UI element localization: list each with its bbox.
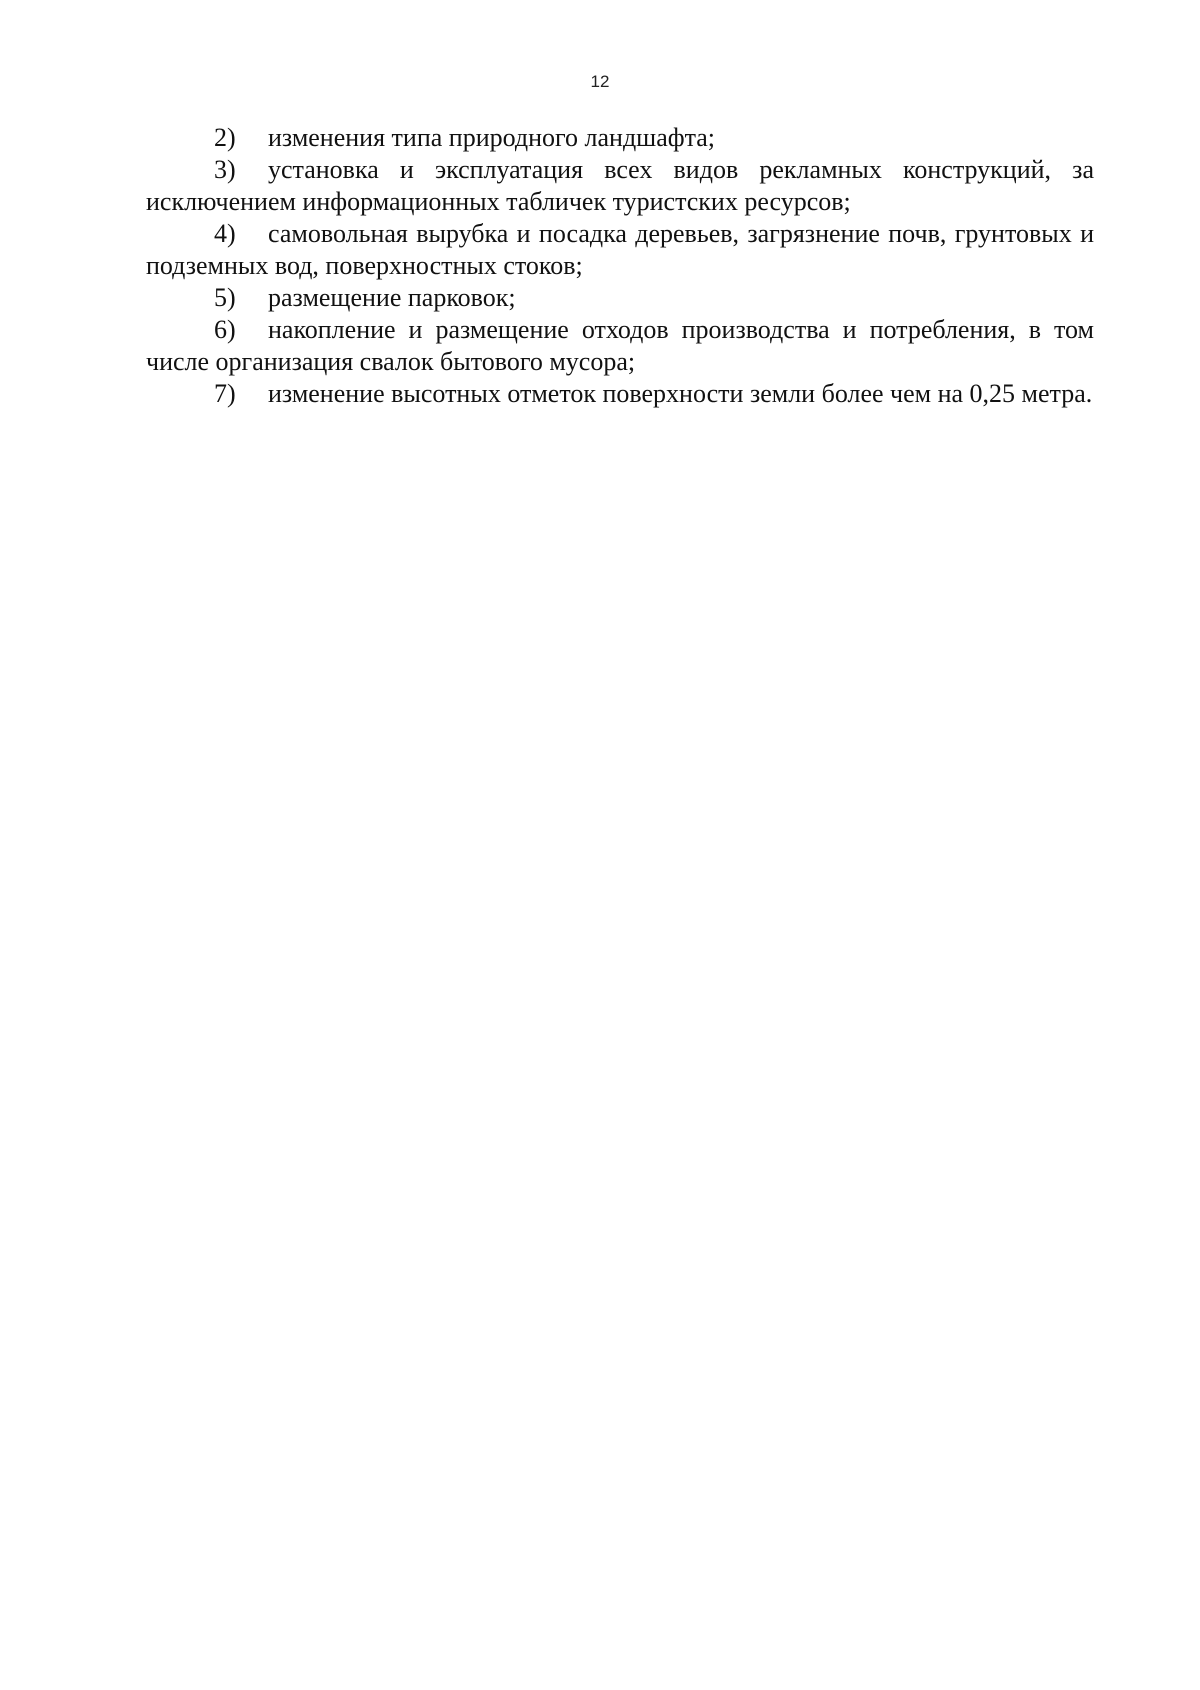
list-item — [146, 122, 1094, 154]
list-item-number: 7) — [214, 379, 236, 408]
page-number: 12 — [590, 72, 610, 91]
list-item-text: накопление и размещение отходов производства и потребления, в том числе организация свалок бытового мусора; — [146, 315, 1094, 376]
list-item-text: изменение высотных отметок поверхности земли более чем на 0,25 метра. — [268, 379, 1093, 408]
list-item — [146, 314, 1094, 378]
list-item-number: 5) — [214, 283, 236, 312]
document-body — [146, 122, 1094, 410]
list-item — [146, 154, 1094, 218]
list-item — [146, 218, 1094, 282]
list-item-text: установка и эксплуатация всех видов рекламных конструкций, за исключением информационных табличек туристских ресурсов; — [146, 155, 1094, 216]
list-item-number: 6) — [214, 315, 236, 344]
list-item-text: самовольная вырубка и посадка деревьев, загрязнение почв, грунтовых и подземных вод, поверхностных стоков; — [146, 219, 1094, 280]
list-item-text: размещение парковок; — [268, 283, 516, 312]
list-item-text: изменения типа природного ландшафта; — [268, 123, 716, 152]
list-item-number: 4) — [214, 219, 236, 248]
list-item-number: 2) — [214, 123, 236, 152]
list-item-number: 3) — [214, 155, 236, 184]
list-item — [146, 282, 1094, 314]
list-item — [146, 378, 1094, 410]
